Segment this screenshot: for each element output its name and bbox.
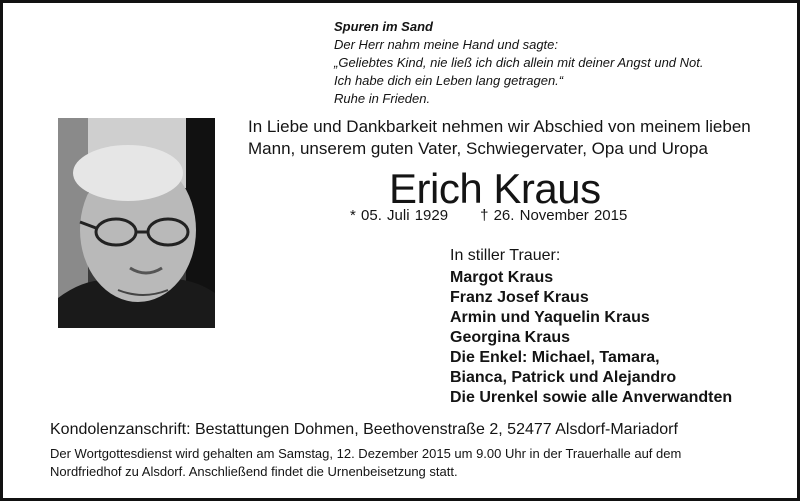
intro-text — [248, 116, 751, 160]
intro-line: Mann, unserem guten Vater, Schwiegervater, Opa und Uropa — [248, 139, 708, 158]
poem-block — [334, 18, 703, 108]
portrait-image — [58, 118, 215, 328]
poem-line: Der Herr nahm meine Hand und sagte: — [334, 37, 559, 52]
poem-line: Ruhe in Frieden. — [334, 91, 431, 106]
birth-date: * 05. Juli 1929 — [350, 207, 449, 224]
deceased-name: Erich Kraus — [389, 165, 601, 212]
intro-line: In Liebe und Dankbarkeit nehmen wir Abschied von meinem lieben — [248, 117, 751, 136]
poem-title: Spuren im Sand — [334, 19, 433, 34]
mourner-name: Die Enkel: Michael, Tamara, — [450, 349, 660, 366]
death-date: † 26. November 2015 — [480, 207, 628, 224]
mourner-name: Bianca, Patrick und Alejandro — [450, 369, 677, 386]
service-info — [50, 445, 750, 481]
mourner-name: Armin und Yaquelin Kraus — [450, 309, 650, 326]
poem-line: Ich habe dich ein Leben lang getragen.“ — [334, 73, 564, 88]
mourners-list — [450, 246, 732, 408]
mourner-name: Margot Kraus — [450, 269, 554, 286]
service-line: Nordfriedhof zu Alsdorf. Anschließend findet die Urnenbeisetzung statt. — [50, 464, 458, 479]
life-dates — [350, 206, 627, 226]
mourners-heading: In stiller Trauer: — [450, 247, 561, 264]
service-line: Der Wortgottesdienst wird gehalten am Samstag, 12. Dezember 2015 um 9.00 Uhr in der Trauerhalle auf dem — [50, 446, 682, 461]
mourner-name: Die Urenkel sowie alle Anverwandten — [450, 389, 733, 406]
mourner-name: Georgina Kraus — [450, 329, 571, 346]
mourner-name: Franz Josef Kraus — [450, 289, 589, 306]
portrait-photo — [58, 118, 215, 328]
condolence-address: Kondolenzanschrift: Bestattungen Dohmen, Beethovenstraße 2, 52477 Alsdorf-Mariadorf — [50, 421, 678, 438]
poem-line: „Geliebtes Kind, nie ließ ich dich allein mit deiner Angst und Not. — [334, 55, 704, 70]
